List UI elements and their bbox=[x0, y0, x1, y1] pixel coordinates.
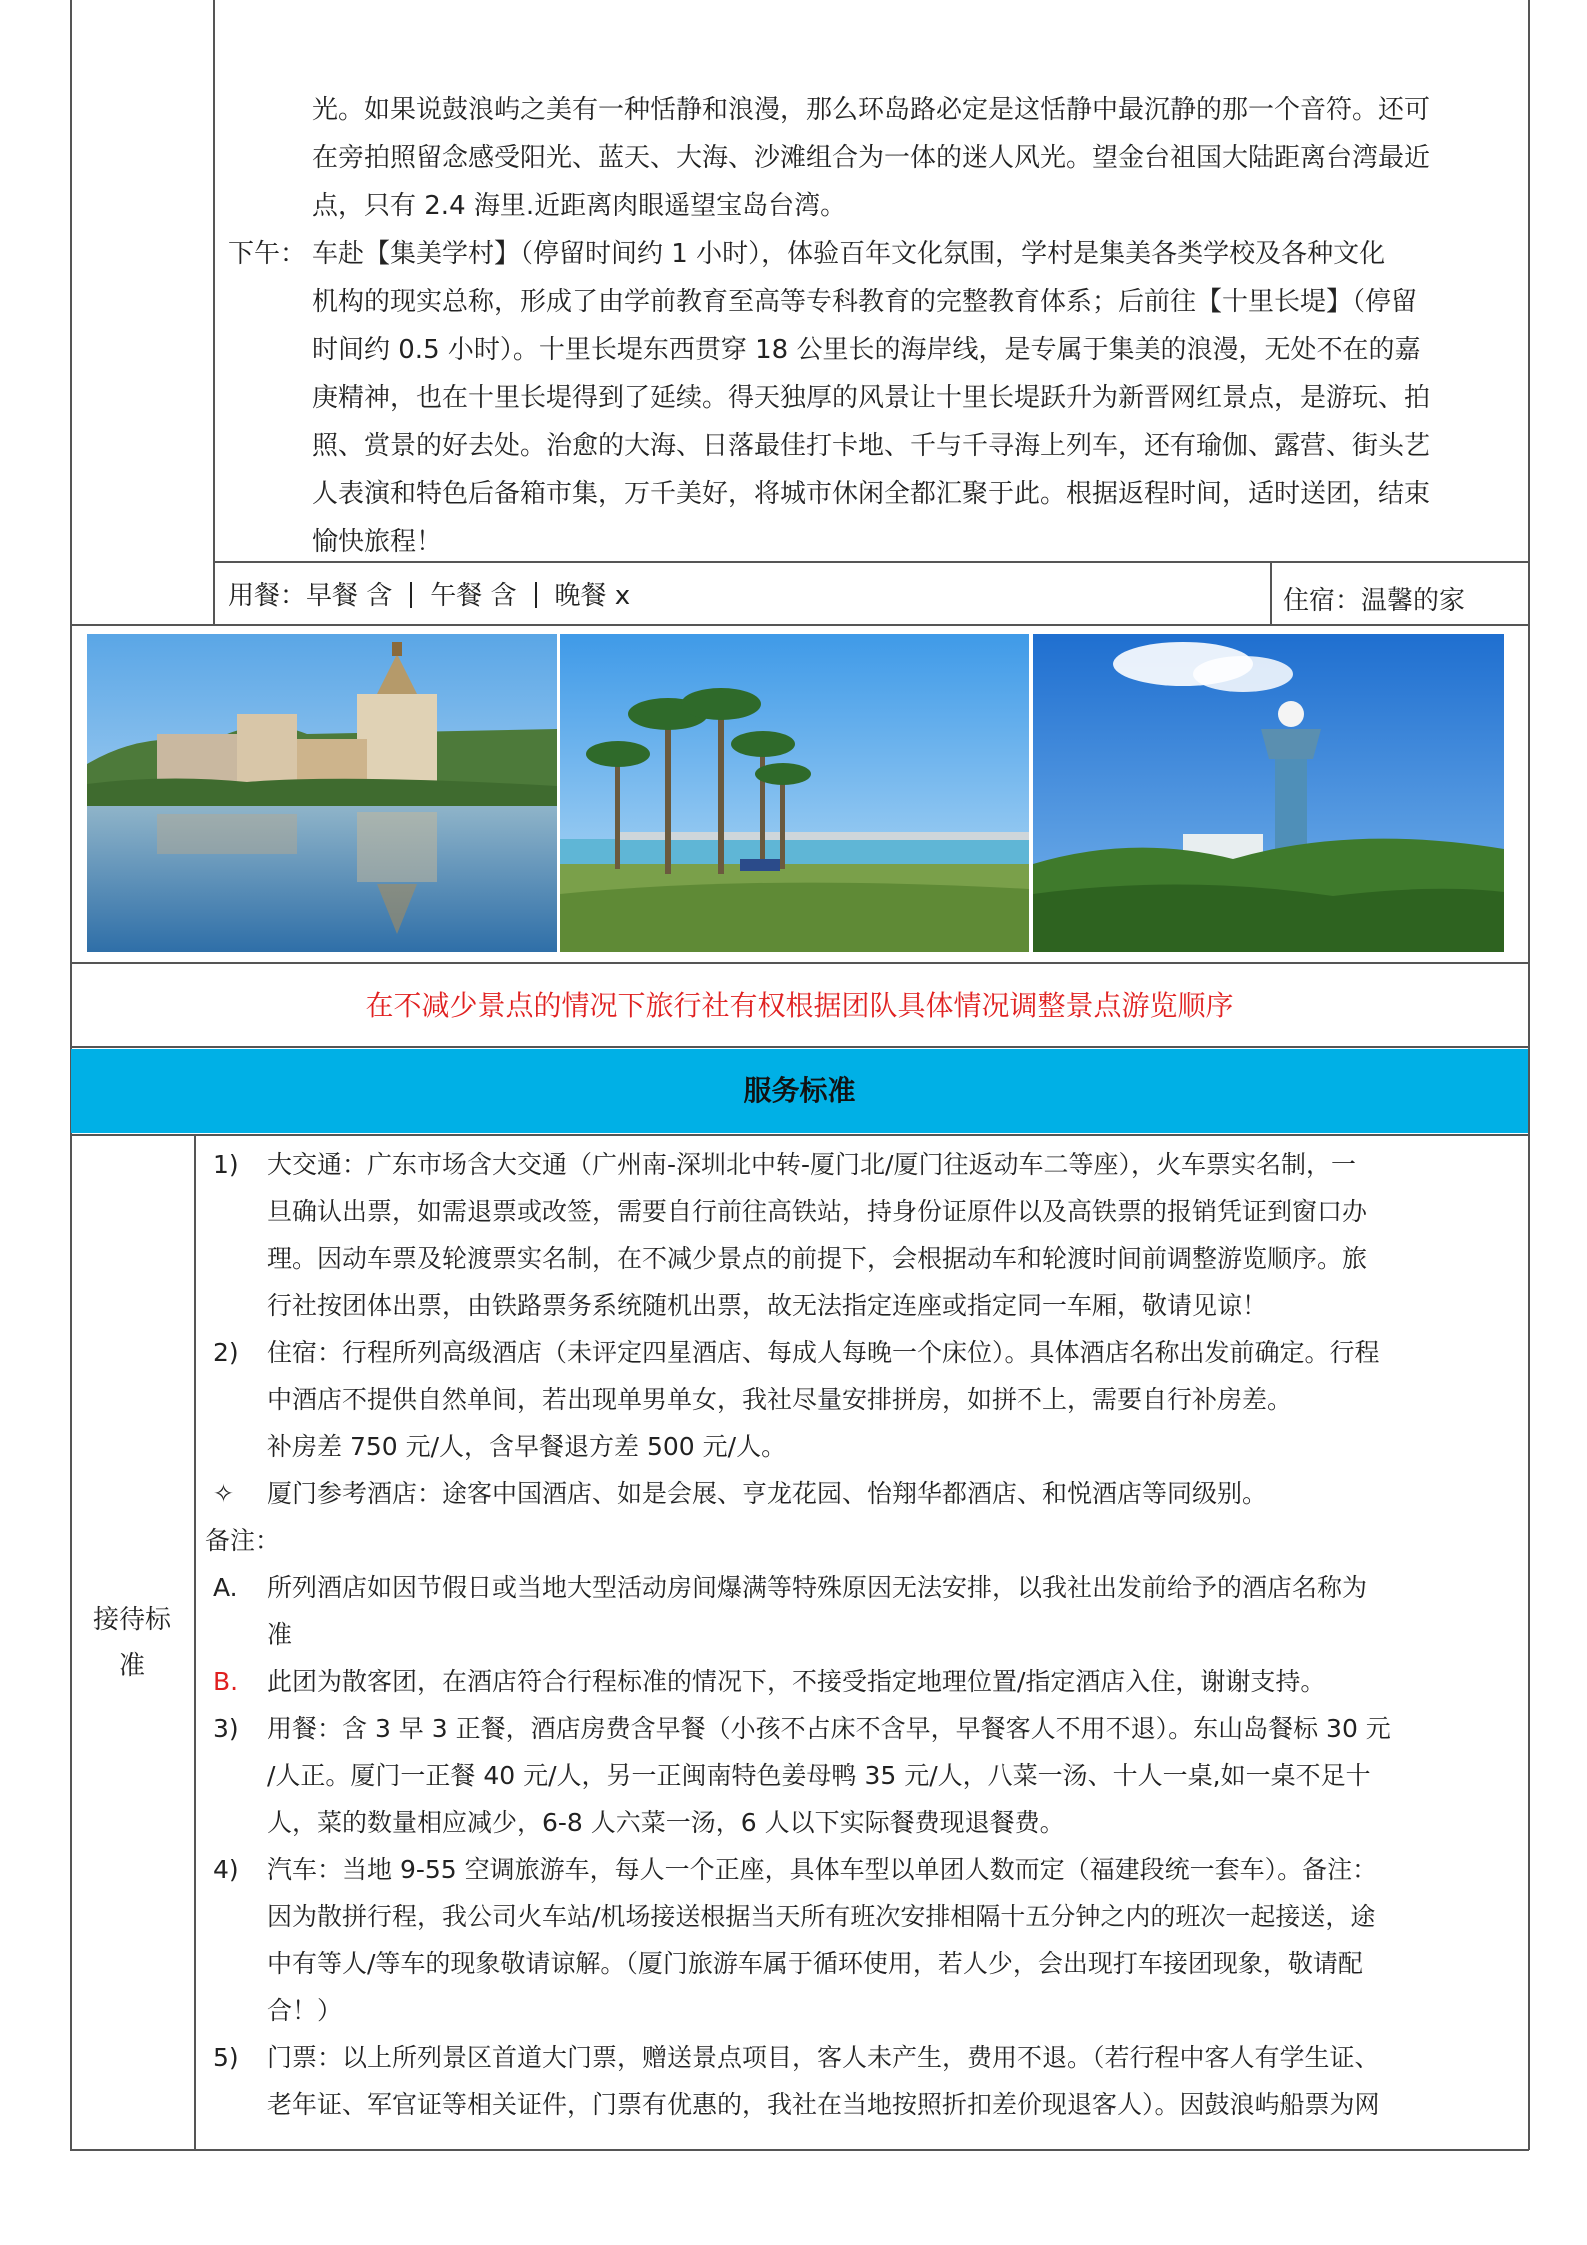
item-number: A. bbox=[213, 1573, 238, 1602]
afternoon-line: 愉快旅程！ bbox=[312, 527, 443, 557]
side-label-line: 准 bbox=[118, 1651, 145, 1681]
item-line: 厦门参考酒店：途客中国酒店、如是会展、亨龙花园、怡翔华都酒店、和悦酒店等同级别。 bbox=[267, 1479, 1268, 1508]
item-line: 中酒店不提供自然单间，若出现单男单女，我社尽量安排拼房，如拼不上，需要自行补房差。 bbox=[267, 1385, 1293, 1414]
observation-tower-photo bbox=[1033, 634, 1504, 952]
item-line: 大交通：广东市场含大交通（广州南-深圳北中转-厦门北/厦门往返动车二等座），火车票实名制，一 bbox=[267, 1150, 1356, 1179]
diamond-bullet-icon: ✧ bbox=[213, 1479, 234, 1508]
item-line: 住宿：行程所列高级酒店（未评定四星酒店、每成人每晚一个床位）。具体酒店名称出发前确定。行程 bbox=[267, 1338, 1380, 1367]
afternoon-line: 车赴【集美学村】（停留时间约 1 小时），体验百年文化氛围，学村是集美各类学校及各种文化 bbox=[312, 239, 1386, 269]
continuation-line: 点，只有 2.4 海里.近距离肉眼遥望宝岛台湾。 bbox=[312, 191, 847, 221]
item-number: 4) bbox=[213, 1855, 239, 1884]
continuation-line: 光。如果说鼓浪屿之美有一种恬静和浪漫，那么环岛路必定是这恬静中最沉静的那一个音符。还可 bbox=[312, 95, 1431, 125]
list-item bbox=[205, 1517, 1523, 1564]
item-line: 准 bbox=[267, 1620, 293, 1649]
item-line: 老年证、军官证等相关证件，门票有优惠的，我社在当地按照折扣差价现退客人）。因鼓浪屿船票为网 bbox=[267, 2090, 1380, 2119]
meal-breakfast: 早餐 含 bbox=[306, 581, 393, 611]
item-line: 门票：以上所列景区首道大门票，赠送景点项目，客人未产生，费用不退。（若行程中客人有学生证、 bbox=[267, 2043, 1380, 2072]
gulangyu-castle-lake-photo bbox=[87, 634, 557, 952]
item-number: 2) bbox=[213, 1338, 239, 1367]
item-number: 3) bbox=[213, 1714, 239, 1743]
service-standards-list bbox=[205, 1141, 1523, 2128]
item-line: 用餐：含 3 早 3 正餐，酒店房费含早餐（小孩不占床不含早，早餐客人不用不退）。东山岛餐标 30 元 bbox=[267, 1714, 1391, 1743]
continuation-line: 在旁拍照留念感受阳光、蓝天、大海、沙滩组合为一体的迷人风光。望金台祖国大陆距离台湾最近 bbox=[312, 143, 1431, 173]
item-line: 中有等人/等车的现象敬请谅解。（厦门旅游车属于循环使用，若人少，会出现打车接团现象，敬请配 bbox=[267, 1949, 1363, 1978]
side-label-line: 接待标 bbox=[92, 1605, 171, 1635]
item-line: 因为散拼行程，我公司火车站/机场接送根据当天所有班次安排相隔十五分钟之内的班次一起接送，途 bbox=[267, 1902, 1376, 1931]
meals-label: 用餐： bbox=[228, 581, 307, 611]
list-item bbox=[205, 1705, 1523, 1846]
list-item bbox=[205, 1470, 1523, 1517]
item-line: /人正。厦门一正餐 40 元/人，另一正闽南特色姜母鸭 35 元/人，八菜一汤、十人一桌,如一桌不足十 bbox=[267, 1761, 1371, 1790]
list-item bbox=[205, 1846, 1523, 2034]
item-number: 5) bbox=[213, 2043, 239, 2072]
list-item bbox=[205, 1141, 1523, 1329]
list-item bbox=[205, 2034, 1523, 2128]
section-title: 服务标准 bbox=[71, 1049, 1528, 1133]
reception-standard-label bbox=[72, 1597, 192, 1689]
list-item bbox=[205, 1329, 1523, 1470]
item-line: 理。因动车票及轮渡票实名制，在不减少景点的前提下，会根据动车和轮渡时间前调整游览顺序。旅 bbox=[267, 1244, 1368, 1273]
item-line: 所列酒店如因节假日或当地大型活动房间爆满等特殊原因无法安排，以我社出发前给予的酒店名称为 bbox=[267, 1573, 1368, 1602]
afternoon-line: 庚精神，也在十里长堤得到了延续。得天独厚的风景让十里长堤跃升为新晋网红景点，是游玩、拍 bbox=[312, 383, 1431, 413]
list-item bbox=[205, 1564, 1523, 1658]
afternoon-line: 机构的现实总称，形成了由学前教育至高等专科教育的完整教育体系；后前往【十里长堤】（停留 bbox=[312, 287, 1418, 317]
item-line: 行社按团体出票，由铁路票务系统随机出票，故无法指定连座或指定同一车厢，敬请见谅！ bbox=[267, 1291, 1268, 1320]
meals-row bbox=[228, 575, 630, 612]
palm-beach-bridge-photo bbox=[560, 634, 1029, 952]
item-line: 合！） bbox=[267, 1996, 343, 2025]
afternoon-line: 人表演和特色后备箱市集，万千美好，将城市休闲全都汇聚于此。根据返程时间，适时送团，结束 bbox=[312, 479, 1431, 509]
afternoon-label: 下午： bbox=[228, 239, 307, 269]
day-itinerary bbox=[0, 0, 1587, 560]
item-number: 1) bbox=[213, 1150, 239, 1179]
meal-divider bbox=[410, 582, 412, 608]
item-line: 此团为散客团，在酒店符合行程标准的情况下，不接受指定地理位置/指定酒店入住，谢谢支持。 bbox=[267, 1667, 1326, 1696]
meal-dinner: 晚餐 x bbox=[554, 581, 631, 611]
item-line: 补房差 750 元/人，含早餐退方差 500 元/人。 bbox=[267, 1432, 787, 1461]
remarks-heading: 备注： bbox=[205, 1526, 281, 1555]
meal-lunch: 午餐 含 bbox=[430, 581, 517, 611]
meal-divider bbox=[535, 582, 537, 608]
item-line: 汽车：当地 9-55 空调旅游车，每人一个正座，具体车型以单团人数而定（福建段统一套车）。备注： bbox=[267, 1855, 1378, 1884]
afternoon-line: 照、赏景的好去处。治愈的大海、日落最佳打卡地、千与千寻海上列车，还有瑜伽、露营、街头艺 bbox=[312, 431, 1431, 461]
item-line: 旦确认出票，如需退票或改签，需要自行前往高铁站，持身份证原件以及高铁票的报销凭证到窗口办 bbox=[267, 1197, 1368, 1226]
afternoon-line: 时间约 0.5 小时）。十里长堤东西贯穿 18 公里长的海岸线，是专属于集美的浪漫，无处不在的嘉 bbox=[312, 335, 1421, 365]
item-line: 人，菜的数量相应减少，6-8 人六菜一汤，6 人以下实际餐费现退餐费。 bbox=[267, 1808, 1065, 1837]
list-item bbox=[205, 1658, 1523, 1705]
accommodation: 住宿：温馨的家 bbox=[1283, 586, 1466, 616]
itinerary-notice: 在不减少景点的情况下旅行社有权根据团队具体情况调整景点游览顺序 bbox=[365, 989, 1234, 1022]
item-number: B. bbox=[213, 1667, 239, 1696]
